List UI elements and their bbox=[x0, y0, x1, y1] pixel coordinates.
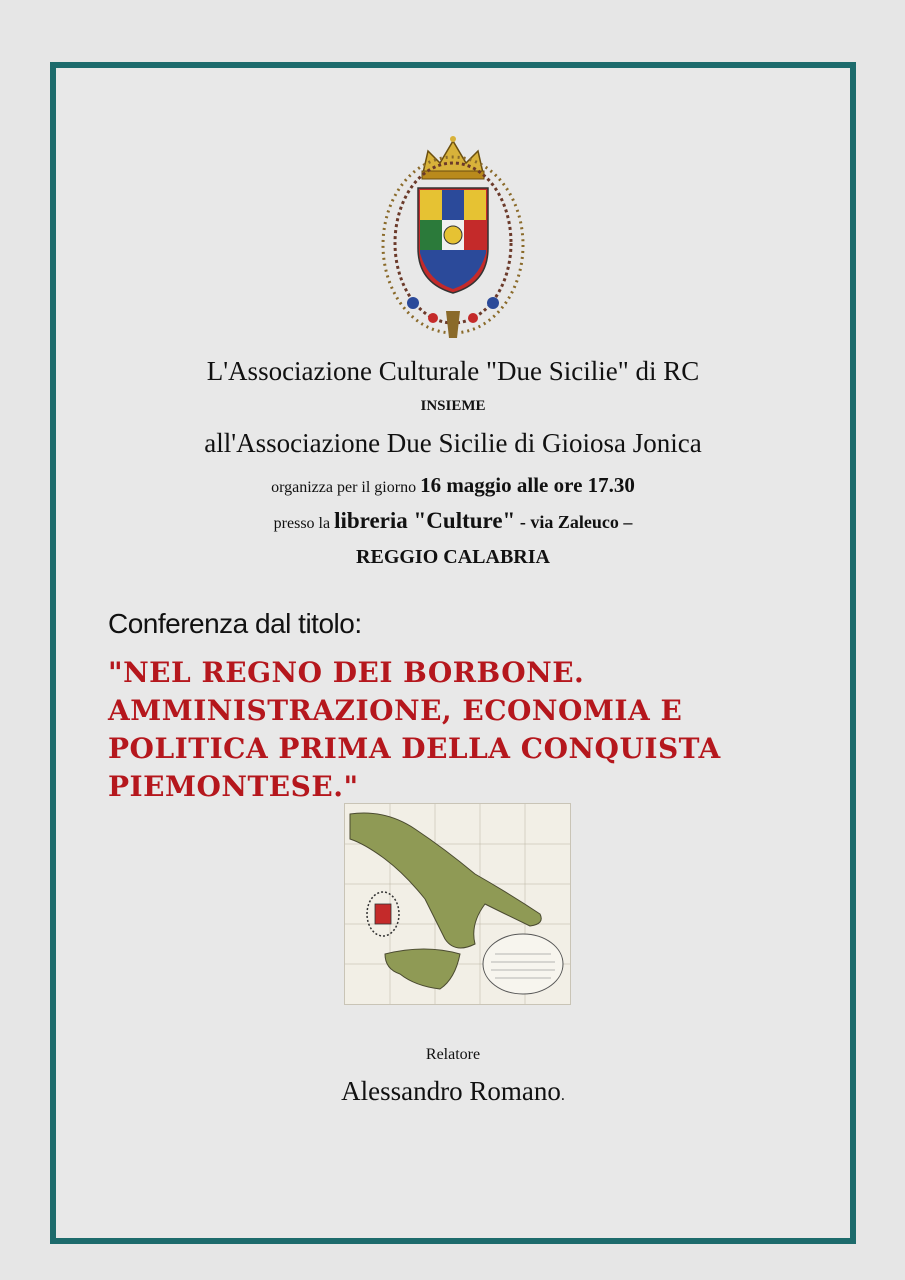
conference-title: "NEL REGNO DEI BORBONE. AMMINISTRAZIONE, ECONOMIA E POLITICA PRIMA DELLA CONQUISTA PIEMONTESE." bbox=[108, 656, 721, 803]
historic-map-image bbox=[344, 803, 571, 1005]
event-date: 16 maggio alle ore 17.30 bbox=[420, 473, 635, 497]
partner-association: all'Associazione Due Sicilie di Gioiosa Jonica bbox=[204, 428, 702, 458]
city: REGGIO CALABRIA bbox=[356, 546, 550, 568]
conference-label: Conferenza dal titolo: bbox=[108, 608, 362, 639]
event-date-line bbox=[56, 473, 850, 498]
venue-line bbox=[56, 508, 850, 534]
coat-of-arms-icon bbox=[378, 133, 528, 343]
venue-address: - via Zaleuco – bbox=[515, 512, 633, 532]
page-frame bbox=[50, 62, 856, 1244]
speaker-line bbox=[56, 1076, 850, 1107]
date-prefix: organizza per il giorno bbox=[271, 479, 421, 496]
speaker-label: Relatore bbox=[425, 1046, 481, 1063]
venue-name: libreria "Culture" bbox=[334, 508, 516, 533]
speaker-punct: . bbox=[560, 1087, 565, 1104]
association-name: L'Associazione Culturale "Due Sicilie" di RC bbox=[206, 356, 700, 386]
speaker-name: Alessandro Romano bbox=[341, 1076, 561, 1106]
venue-prefix: presso la bbox=[273, 515, 335, 532]
insieme-label: INSIEME bbox=[420, 398, 486, 414]
